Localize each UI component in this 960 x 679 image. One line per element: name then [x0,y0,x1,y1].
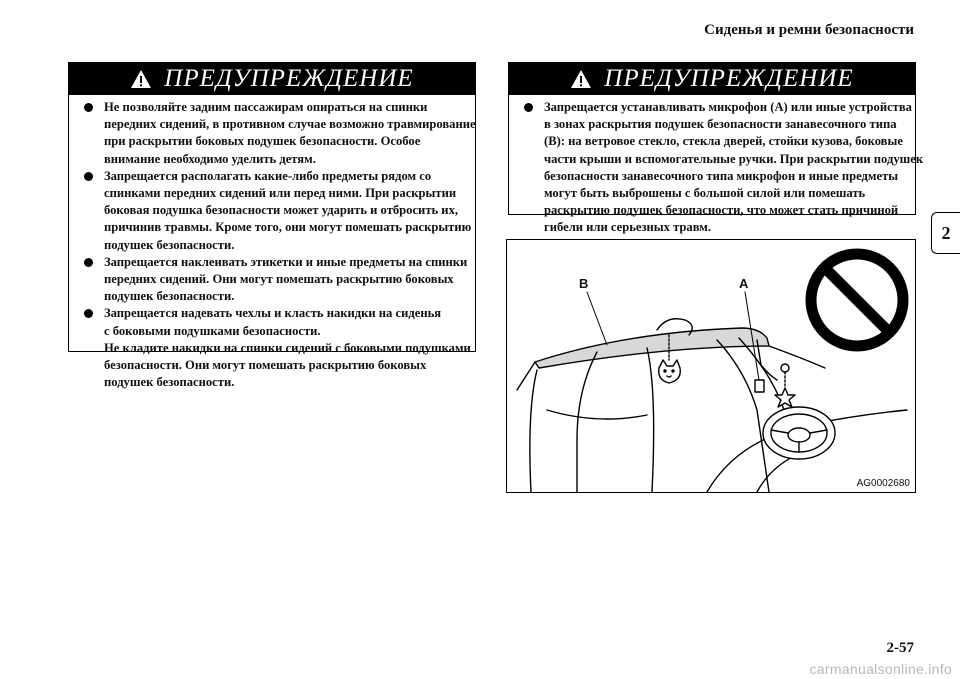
bullet-icon [84,103,93,112]
warning-triangle-icon [130,69,152,89]
warning-header [509,63,915,95]
steering-wheel-icon [763,407,835,459]
warning-title: ПРЕДУПРЕЖДЕНИЕ [164,65,414,92]
warning-box-right [508,62,924,235]
bullet-icon [84,258,93,267]
figure-label-a: A [739,276,749,291]
hanging-star-charm-icon [775,364,795,407]
warning-text-line: причинив травмы. Кроме того, они могут помешать раскрытию [104,220,472,235]
microphone-device [755,380,764,392]
warning-text-line: безопасности. Они могут помешать раскрытию боковых [104,358,427,373]
bullet-icon [84,172,93,181]
car-interior-drawing [507,240,915,492]
warning-text-line: могут быть выброшены с большой силой или помешать [544,186,866,201]
bullet-icon [524,103,533,112]
warning-text-line: спинками передних сидений или перед ними. При раскрытии [104,186,457,201]
warning-text-line: безопасности занавесочного типа микрофон и иные предметы [544,168,899,183]
warning-text-line: боковая подушка безопасности может ударить и отбросить их, [104,203,459,218]
warning-title: ПРЕДУПРЕЖДЕНИЕ [604,65,854,92]
warning-text-line: передних сидений. Они могут помешать раскрытию боковых [104,272,454,287]
warning-text-line: Не кладите накидки на спинки сидений с боковыми подушками [104,340,471,355]
warning-text-line: подушек безопасности. [104,237,235,252]
figure-code: AG0002680 [856,478,910,489]
bullet-icon [84,309,93,318]
warning-item [82,99,476,168]
warning-item [522,99,924,237]
warning-text-line: с боковыми подушками безопасности. [104,323,321,338]
warning-triangle-icon [570,69,592,89]
prohibition-icon [811,254,903,346]
watermark: carmanualsonline.info [809,661,952,677]
illustration-figure [506,239,916,493]
warning-text-line: внимание необходимо уделить детям. [104,151,316,166]
warning-item [82,305,471,391]
chapter-tab[interactable]: 2 [931,212,960,254]
warning-text-line: гибели или серьезных травм. [544,220,712,235]
warning-text-line: Не позволяйте задним пассажирам опираться на спинки [104,100,428,114]
leader-line-b [587,292,607,345]
warning-item [82,168,472,254]
warning-text-line: раскрытию подушек безопасности, что может стать причиной [544,203,899,218]
warning-text-line: подушек безопасности. [104,375,235,390]
warning-box-left [68,62,476,390]
warning-text-line: (B): на ветровое стекло, стекла дверей, стойки кузова, боковые [544,134,903,149]
warning-text-line: Запрещается располагать какие-либо предметы рядом со [104,168,432,183]
page-number: 2-57 [886,640,914,656]
warning-text-line: части крыши и вспомогательные ручки. При раскрытии подушек [544,151,924,166]
warning-text-line: передних сидений, в противном случае возможно травмирование [104,117,476,132]
running-head: Сиденья и ремни безопасности [704,22,914,38]
warning-header [69,63,475,95]
warning-text-line: при раскрытии боковых подушек безопасности. Особое [104,134,421,149]
warning-list [509,95,924,237]
warning-text-line: Запрещается наклеивать этикетки и иные предметы на спинки [104,254,468,269]
warning-text-line: Запрещается надевать чехлы и класть накидки на сиденья [104,306,442,321]
warning-text-line: подушек безопасности. [104,289,235,304]
warning-text-line: Запрещается устанавливать микрофон (A) или иные устройства [544,100,912,114]
warning-list [69,95,475,391]
warning-text-line: в зонах раскрытия подушек безопасности занавесочного типа [544,117,897,132]
warning-item [82,254,467,306]
figure-label-b: B [579,276,589,291]
